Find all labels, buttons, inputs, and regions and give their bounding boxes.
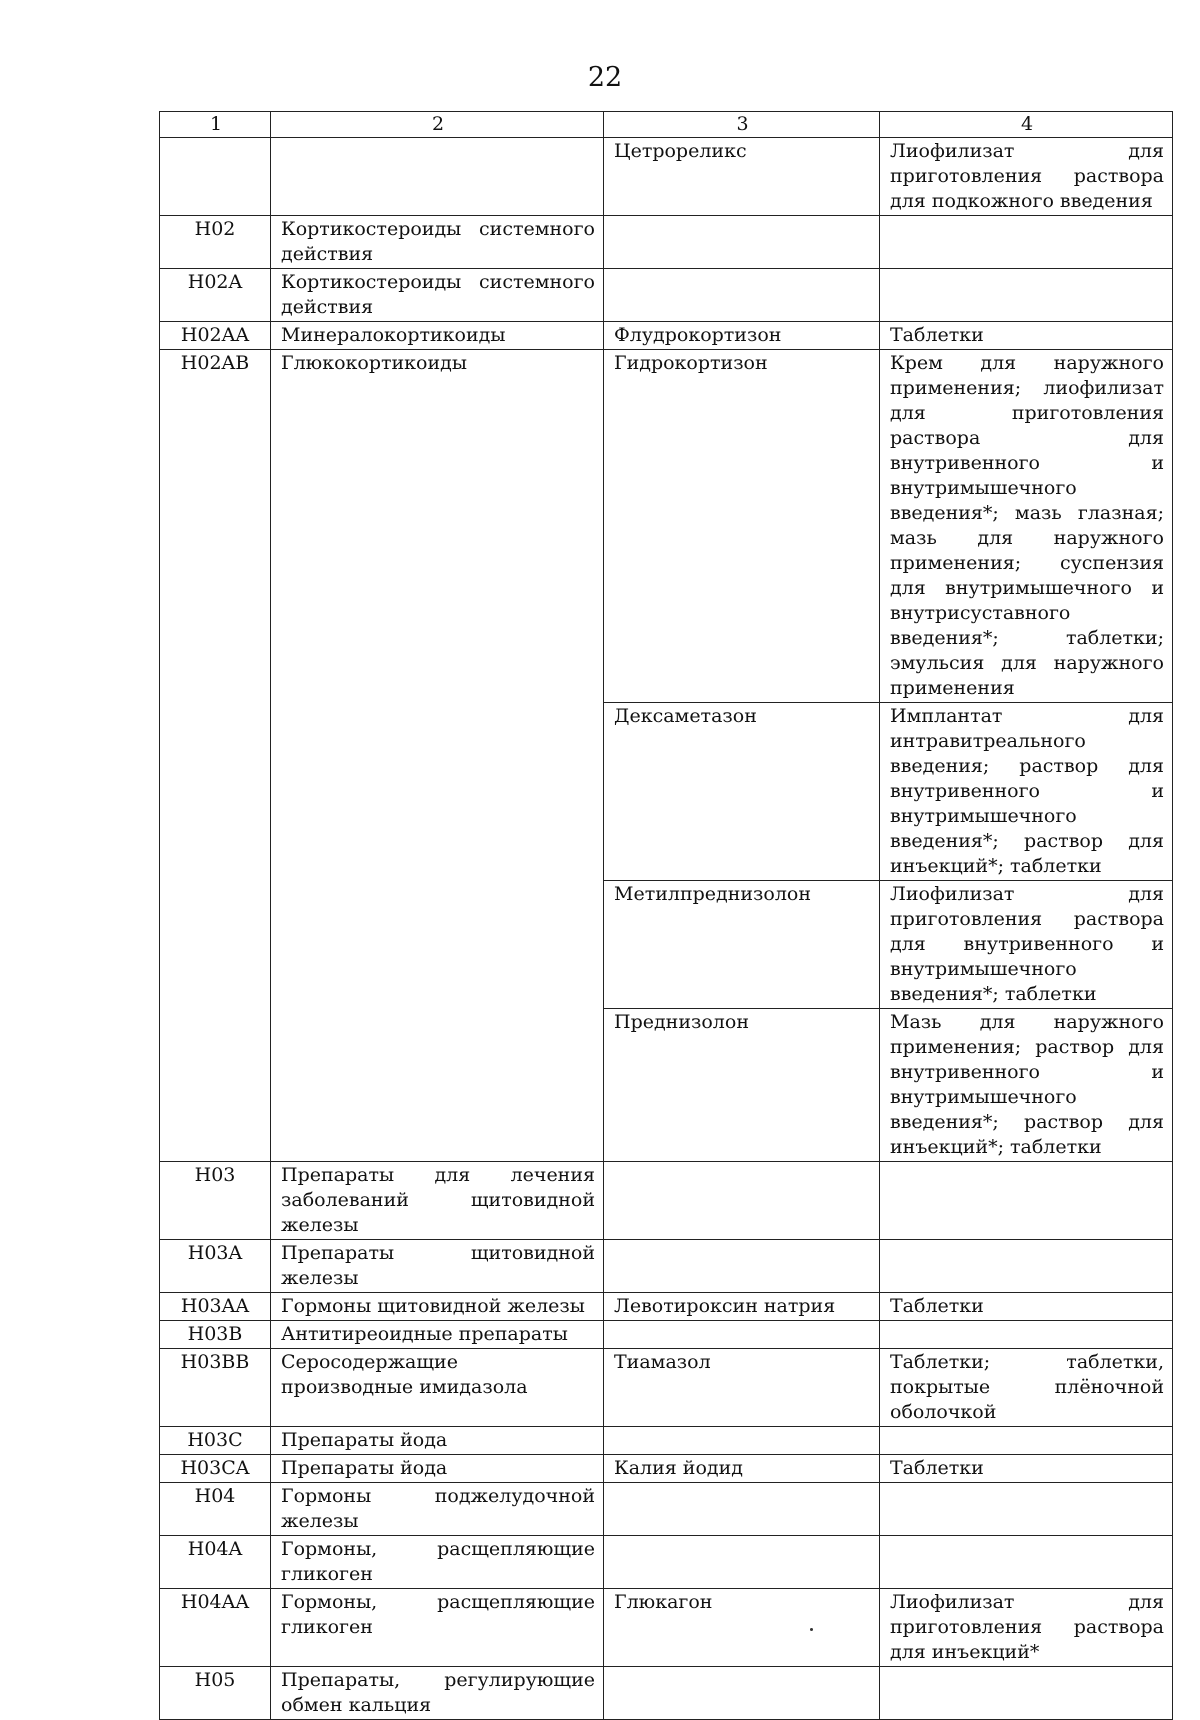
atc-code-cell: H05 <box>160 1667 271 1720</box>
atc-code-cell: H04 <box>160 1483 271 1536</box>
atc-code-cell: H03CA <box>160 1455 271 1483</box>
dosage-form-cell <box>880 1536 1173 1589</box>
atc-code-cell: H04AA <box>160 1589 271 1667</box>
column-header: 1 <box>160 112 271 138</box>
table-row <box>160 216 1173 269</box>
drug-name-cell <box>604 216 880 269</box>
dosage-form-cell: Лиофилизат для приготовления раствора для внутривенного и внутримышечного введения*; таблетки <box>880 881 1173 1009</box>
atc-code-cell: H03B <box>160 1321 271 1349</box>
drug-name-cell <box>604 1162 880 1240</box>
drug-name-cell: Калия йодид <box>604 1455 880 1483</box>
table-row <box>160 1427 1173 1455</box>
drug-name-cell: Левотироксин натрия <box>604 1293 880 1321</box>
dosage-form-cell <box>880 1427 1173 1455</box>
drug-name-cell <box>604 1427 880 1455</box>
atc-code-cell: H03AA <box>160 1293 271 1321</box>
group-name-cell: Препараты для лечения заболеваний щитовидной железы <box>271 1162 604 1240</box>
drug-name-cell <box>604 1536 880 1589</box>
table-row <box>160 1455 1173 1483</box>
table-row <box>160 1349 1173 1427</box>
atc-code-cell: H02AB <box>160 350 271 1162</box>
dosage-form-cell <box>880 1483 1173 1536</box>
table-row <box>160 322 1173 350</box>
dosage-form-cell <box>880 1162 1173 1240</box>
table-row <box>160 1162 1173 1240</box>
atc-code-cell: H03BB <box>160 1349 271 1427</box>
drug-name-cell <box>604 269 880 322</box>
atc-code-cell: H02 <box>160 216 271 269</box>
drug-name-cell <box>604 1483 880 1536</box>
group-name-cell: Гормоны, расщепляющие гликоген <box>271 1536 604 1589</box>
table-row <box>160 269 1173 322</box>
group-name-cell: Препараты йода <box>271 1455 604 1483</box>
page-number: 22 <box>587 62 623 93</box>
table-row <box>160 1483 1173 1536</box>
dosage-form-cell: Мазь для наружного применения; раствор для внутривенного и внутримышечного введения*; раствор для инъекций*; таблетки <box>880 1009 1173 1162</box>
dosage-form-cell: Таблетки; таблетки, покрытые плёночной оболочкой <box>880 1349 1173 1427</box>
group-name-cell: Кортикостероиды системного действия <box>271 216 604 269</box>
drug-name-cell: Тиамазол <box>604 1349 880 1427</box>
atc-code-cell <box>160 138 271 216</box>
column-header: 2 <box>271 112 604 138</box>
dosage-form-cell: Таблетки <box>880 1455 1173 1483</box>
drug-name-cell: Флудрокортизон <box>604 322 880 350</box>
table-row <box>160 1321 1173 1349</box>
table-row <box>160 350 1173 703</box>
drug-name-cell: Глюкагон <box>604 1589 880 1667</box>
atc-code-cell: H04A <box>160 1536 271 1589</box>
group-name-cell: Кортикостероиды системного действия <box>271 269 604 322</box>
table-row <box>160 1293 1173 1321</box>
group-name-cell: Препараты, регулирующие обмен кальция <box>271 1667 604 1720</box>
atc-code-cell: H03C <box>160 1427 271 1455</box>
table-row <box>160 1667 1173 1720</box>
group-name-cell: Препараты щитовидной железы <box>271 1240 604 1293</box>
group-name-cell: Гормоны щитовидной железы <box>271 1293 604 1321</box>
drug-table <box>159 111 1173 1720</box>
dosage-form-cell <box>880 1667 1173 1720</box>
table-row <box>160 1589 1173 1667</box>
dosage-form-cell: Лиофилизат для приготовления раствора для инъекций* <box>880 1589 1173 1667</box>
column-header: 3 <box>604 112 880 138</box>
atc-code-cell: H02AA <box>160 322 271 350</box>
drug-name-cell <box>604 1667 880 1720</box>
drug-name-cell: Метилпреднизолон <box>604 881 880 1009</box>
group-name-cell: Антитиреоидные препараты <box>271 1321 604 1349</box>
dosage-form-cell <box>880 1240 1173 1293</box>
scan-speck <box>810 1628 813 1631</box>
atc-code-cell: H03A <box>160 1240 271 1293</box>
table-row <box>160 1536 1173 1589</box>
dosage-form-cell <box>880 269 1173 322</box>
atc-code-cell: H02A <box>160 269 271 322</box>
group-name-cell: Гормоны, расщепляющие гликоген <box>271 1589 604 1667</box>
drug-name-cell <box>604 1321 880 1349</box>
dosage-form-cell <box>880 1321 1173 1349</box>
dosage-form-cell: Крем для наружного применения; лиофилизат для приготовления раствора для внутривенного и внутримышечного введения*; мазь глазная; мазь для наружного применения; суспензия для внутримышечного и внутрисуставного введения*; таблетки; эмульсия для наружного применения <box>880 350 1173 703</box>
dosage-form-cell: Таблетки <box>880 322 1173 350</box>
drug-name-cell: Дексаметазон <box>604 703 880 881</box>
group-name-cell: Серосодержащие производные имидазола <box>271 1349 604 1427</box>
dosage-form-cell: Таблетки <box>880 1293 1173 1321</box>
column-header: 4 <box>880 112 1173 138</box>
group-name-cell <box>271 138 604 216</box>
table-header-row <box>160 112 1173 138</box>
group-name-cell: Препараты йода <box>271 1427 604 1455</box>
group-name-cell: Гормоны поджелудочной железы <box>271 1483 604 1536</box>
dosage-form-cell: Имплантат для интравитреального введения; раствор для внутривенного и внутримышечного введения*; раствор для инъекций*; таблетки <box>880 703 1173 881</box>
group-name-cell: Минералокортикоиды <box>271 322 604 350</box>
table-row <box>160 1240 1173 1293</box>
drug-name-cell <box>604 1240 880 1293</box>
dosage-form-cell: Лиофилизат для приготовления раствора для подкожного введения <box>880 138 1173 216</box>
drug-name-cell: Цетрореликс <box>604 138 880 216</box>
dosage-form-cell <box>880 216 1173 269</box>
group-name-cell: Глюкокортикоиды <box>271 350 604 1162</box>
atc-code-cell: H03 <box>160 1162 271 1240</box>
drug-name-cell: Преднизолон <box>604 1009 880 1162</box>
table-row <box>160 138 1173 216</box>
drug-name-cell: Гидрокортизон <box>604 350 880 703</box>
